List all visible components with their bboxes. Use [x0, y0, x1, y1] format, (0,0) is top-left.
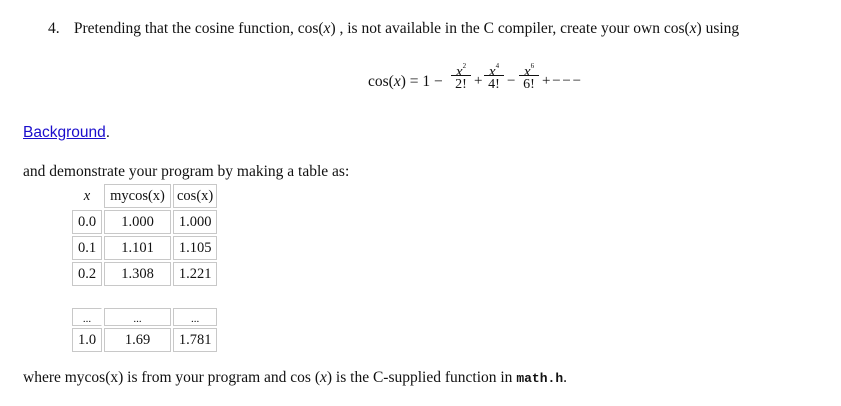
question-var1: x: [323, 20, 331, 37]
formula-lhs-rest: ) = 1 −: [400, 73, 443, 90]
question-var2: x: [689, 20, 697, 37]
footer-part2: ) is the C-supplied function in: [326, 369, 517, 386]
header-cos: cos(x): [173, 184, 217, 208]
table-header-row: [72, 184, 217, 208]
term1-exp: 2: [462, 62, 467, 70]
footer-part1: where mycos(x) is from your program and cos (: [23, 369, 320, 386]
term2-base: x: [488, 64, 496, 80]
cell-mycos: 1.000: [104, 210, 171, 234]
question-text-part3: ) using: [696, 20, 740, 37]
cell-mycos: 1.101: [104, 236, 171, 260]
formula-term-1: [451, 58, 471, 92]
footer-text: [23, 369, 567, 387]
table-spacer-row: [72, 288, 217, 306]
cell-cos: 1.000: [173, 210, 217, 234]
formula-lhs-var: x: [393, 73, 401, 90]
question-text-part1: Pretending that the cosine function, cos(: [73, 20, 324, 37]
question-number: 4.: [48, 20, 60, 37]
formula-op-2: −: [507, 73, 516, 89]
table-ellipsis-row: [72, 308, 217, 326]
term2-den: 4!: [488, 77, 500, 92]
term1-den: 2!: [455, 77, 467, 92]
background-line: [23, 124, 110, 142]
ellipsis-x: ...: [72, 308, 102, 326]
cosine-values-table: [70, 182, 219, 354]
cell-mycos: 1.308: [104, 262, 171, 286]
cell-x: 0.0: [72, 210, 102, 234]
term3-exp: 6: [530, 62, 535, 70]
table-intro-text: and demonstrate your program by making a table as:: [23, 163, 350, 180]
question-text: [48, 20, 739, 38]
formula-term-3: [519, 58, 539, 92]
cell-x: 0.2: [72, 262, 102, 286]
ellipsis-cos: ...: [173, 308, 217, 326]
term3-den: 6!: [523, 77, 535, 92]
term2-exp: 4: [495, 62, 500, 70]
term1-base: x: [455, 64, 463, 80]
cell-cos: 1.105: [173, 236, 217, 260]
ellipsis-mycos: ...: [104, 308, 171, 326]
formula-op-1: +: [474, 73, 483, 89]
footer-end: .: [563, 369, 567, 386]
cell-x: 1.0: [72, 328, 102, 352]
formula-lhs: [368, 73, 443, 91]
cell-cos: 1.781: [173, 328, 217, 352]
formula-term-2: [484, 58, 504, 92]
cell-x: 0.1: [72, 236, 102, 260]
question-text-part2: ) , is not available in the C compiler, create your own cos(: [330, 20, 690, 37]
background-link[interactable]: Background: [23, 124, 106, 141]
cell-cos: 1.221: [173, 262, 217, 286]
header-x: x: [72, 184, 102, 208]
term3-base: x: [523, 64, 531, 80]
table-row: [72, 236, 217, 260]
table-row: [72, 328, 217, 352]
formula-lhs-func: cos(: [368, 73, 394, 90]
header-mycos: mycos(x): [104, 184, 171, 208]
footer-code: math.h: [516, 371, 564, 386]
background-period: .: [105, 124, 111, 141]
footer-var: x: [320, 369, 327, 386]
formula-tail: + − − −: [542, 73, 581, 89]
table-row: [72, 210, 217, 234]
table-row: [72, 262, 217, 286]
cell-mycos: 1.69: [104, 328, 171, 352]
